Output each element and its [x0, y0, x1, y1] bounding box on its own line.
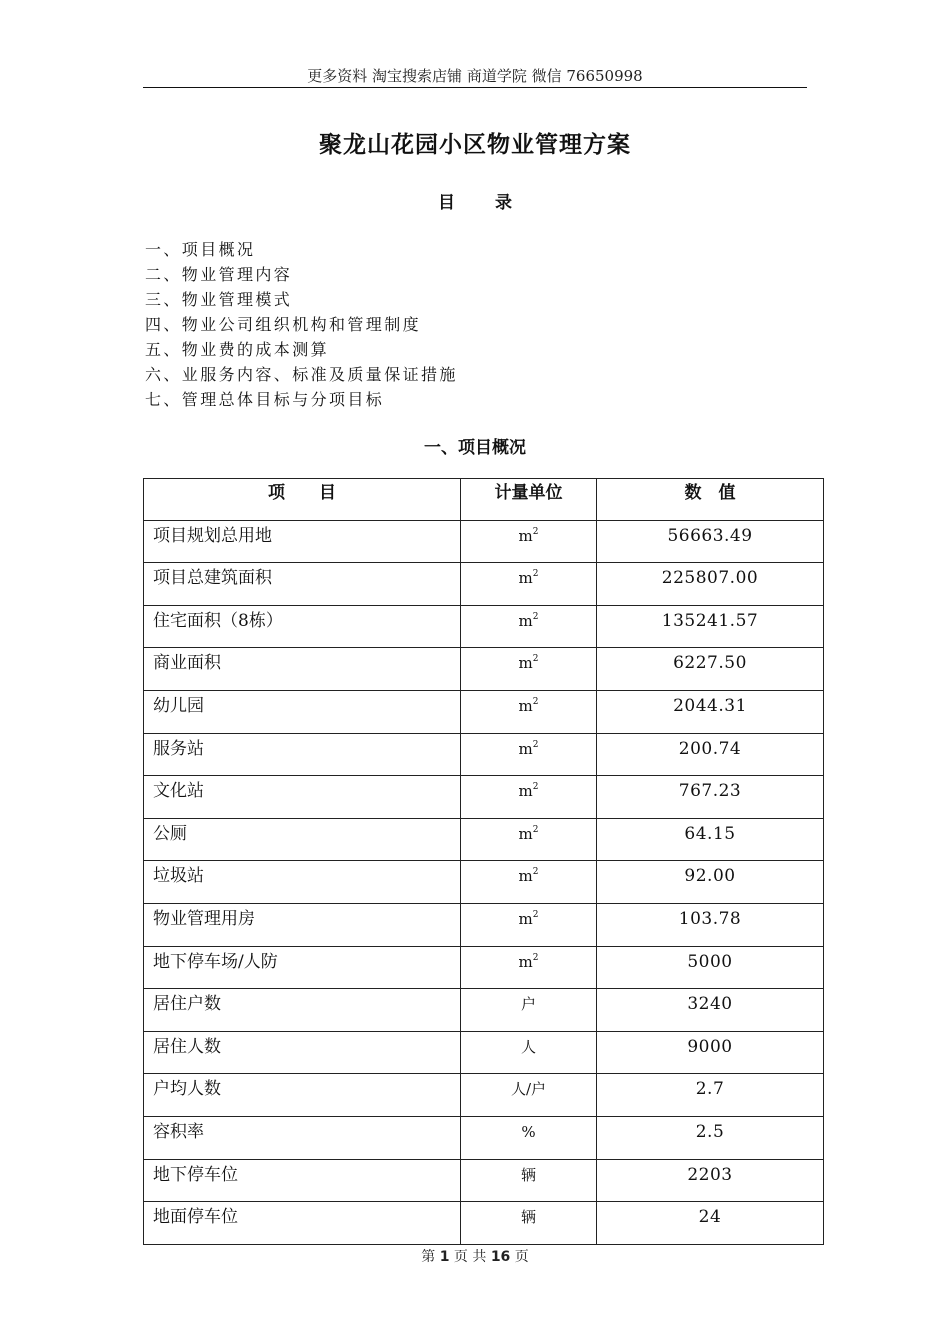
cell-item: 住宅面积（8栋） [144, 605, 461, 648]
cell-value: 135241.57 [597, 605, 824, 648]
toc-item: 二、物业管理内容 [145, 265, 293, 284]
unit-superscript: 2 [532, 867, 539, 878]
unit-text: m [518, 952, 533, 971]
cell-item: 物业管理用房 [144, 903, 461, 946]
toc-item: 七、管理总体目标与分项目标 [145, 390, 385, 409]
unit-superscript: 2 [532, 526, 539, 537]
table-row [144, 648, 824, 691]
cell-unit [461, 605, 597, 648]
unit-superscript: 2 [532, 654, 539, 665]
table-row [144, 605, 824, 648]
table-row [144, 1159, 824, 1202]
project-overview-table [143, 478, 824, 1245]
document-title: 聚龙山花园小区物业管理方案 [319, 131, 631, 158]
table-row [144, 818, 824, 861]
footer-prefix: 第 [421, 1249, 436, 1265]
unit-superscript: 2 [532, 782, 539, 793]
toc-heading-right: 录 [495, 193, 512, 213]
cell-value: 6227.50 [597, 648, 824, 691]
cell-value: 767.23 [597, 776, 824, 819]
cell-value: 2044.31 [597, 690, 824, 733]
cell-unit [461, 690, 597, 733]
table-of-contents [145, 237, 458, 412]
cell-unit [461, 648, 597, 691]
column-header-value: 数 值 [597, 479, 824, 521]
unit-text: m [518, 696, 533, 715]
table-row [144, 733, 824, 776]
footer-total-pages: 16 [490, 1249, 511, 1265]
cell-item: 垃圾站 [144, 861, 461, 904]
cell-item: 幼儿园 [144, 690, 461, 733]
unit-text: 辆 [520, 1208, 536, 1227]
unit-superscript: 2 [532, 611, 539, 622]
cell-unit [461, 1159, 597, 1202]
unit-superscript: 2 [532, 696, 539, 707]
table-row [144, 776, 824, 819]
unit-superscript: 2 [532, 569, 539, 580]
cell-unit [461, 861, 597, 904]
header-divider [143, 87, 807, 88]
table-row [144, 520, 824, 563]
table-row [144, 946, 824, 989]
section-title: 一、项目概况 [424, 438, 526, 458]
unit-superscript: 2 [532, 952, 539, 963]
cell-item: 地面停车位 [144, 1202, 461, 1245]
toc-item: 四、物业公司组织机构和管理制度 [145, 315, 422, 334]
cell-value: 9000 [597, 1031, 824, 1074]
table-row [144, 1074, 824, 1117]
table-row [144, 1116, 824, 1159]
unit-text: 人 [520, 1037, 536, 1056]
table-header-row [144, 479, 824, 521]
unit-text: m [518, 867, 533, 886]
cell-item: 地下停车位 [144, 1159, 461, 1202]
toc-item: 六、业服务内容、标准及质量保证措施 [145, 365, 458, 384]
cell-unit [461, 1116, 597, 1159]
toc-heading [0, 188, 950, 213]
table-row [144, 1031, 824, 1074]
unit-text: m [518, 526, 533, 545]
cell-value: 24 [597, 1202, 824, 1245]
cell-value: 2.7 [597, 1074, 824, 1117]
unit-superscript: 2 [532, 739, 539, 750]
toc-heading-left: 目 [438, 193, 455, 213]
unit-superscript: 2 [532, 909, 539, 920]
toc-item: 三、物业管理模式 [145, 290, 293, 309]
unit-text: m [518, 611, 533, 630]
cell-unit [461, 1202, 597, 1245]
cell-item: 居住人数 [144, 1031, 461, 1074]
cell-value: 225807.00 [597, 563, 824, 606]
unit-text: 户 [520, 995, 536, 1014]
footer-page-number: 1 [439, 1249, 450, 1265]
cell-unit [461, 776, 597, 819]
cell-value: 2203 [597, 1159, 824, 1202]
cell-unit [461, 1031, 597, 1074]
cell-value: 64.15 [597, 818, 824, 861]
unit-text: 辆 [520, 1165, 536, 1184]
unit-text: m [518, 739, 533, 758]
unit-superscript: 2 [532, 824, 539, 835]
cell-unit [461, 563, 597, 606]
table-row [144, 989, 824, 1032]
table-row [144, 861, 824, 904]
cell-item: 项目总建筑面积 [144, 563, 461, 606]
page-footer [0, 1246, 950, 1266]
cell-unit [461, 1074, 597, 1117]
cell-value: 200.74 [597, 733, 824, 776]
unit-text: m [518, 654, 533, 673]
column-header-item: 项 目 [144, 479, 461, 521]
cell-item: 文化站 [144, 776, 461, 819]
cell-value: 103.78 [597, 903, 824, 946]
column-header-unit: 计量单位 [461, 479, 597, 521]
cell-unit [461, 520, 597, 563]
cell-item: 容积率 [144, 1116, 461, 1159]
footer-suffix: 页 [514, 1249, 529, 1265]
table-row [144, 563, 824, 606]
unit-text: m [518, 782, 533, 801]
unit-text: 人/户 [510, 1080, 547, 1099]
cell-item: 项目规划总用地 [144, 520, 461, 563]
cell-value: 5000 [597, 946, 824, 989]
cell-value: 92.00 [597, 861, 824, 904]
unit-text: % [521, 1122, 536, 1141]
cell-item: 商业面积 [144, 648, 461, 691]
cell-unit [461, 946, 597, 989]
table-row [144, 1202, 824, 1245]
toc-item: 五、物业费的成本测算 [145, 340, 330, 359]
cell-item: 服务站 [144, 733, 461, 776]
footer-middle: 页 共 [453, 1249, 487, 1265]
table-row [144, 903, 824, 946]
cell-item: 地下停车场/人防 [144, 946, 461, 989]
cell-value: 2.5 [597, 1116, 824, 1159]
cell-item: 公厕 [144, 818, 461, 861]
cell-item: 居住户数 [144, 989, 461, 1032]
cell-item: 户均人数 [144, 1074, 461, 1117]
table-body [144, 520, 824, 1244]
cell-unit [461, 989, 597, 1032]
cell-value: 56663.49 [597, 520, 824, 563]
unit-text: m [518, 569, 533, 588]
unit-text: m [518, 824, 533, 843]
cell-unit [461, 903, 597, 946]
toc-item: 一、项目概况 [145, 240, 256, 259]
page-header: 更多资料 淘宝搜索店铺 商道学院 微信 76650998 [307, 67, 643, 85]
table-row [144, 690, 824, 733]
unit-text: m [518, 909, 533, 928]
cell-unit [461, 733, 597, 776]
cell-value: 3240 [597, 989, 824, 1032]
cell-unit [461, 818, 597, 861]
